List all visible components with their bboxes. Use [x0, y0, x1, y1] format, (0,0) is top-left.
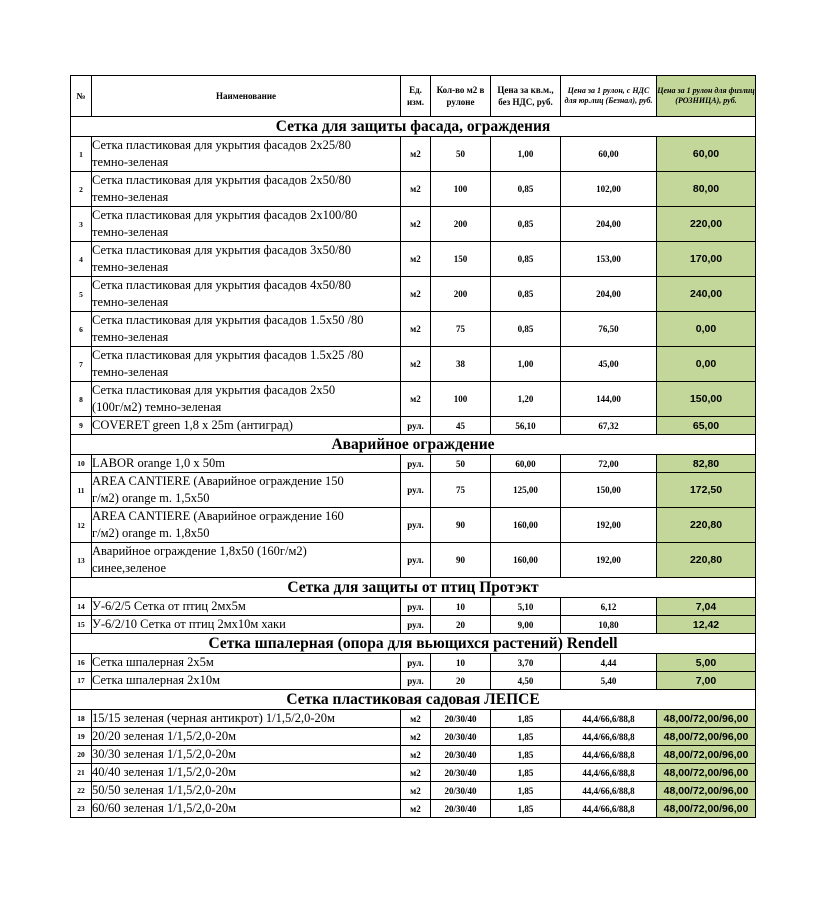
product-name: Сетка пластиковая для укрытия фасадов 2х50/80 темно-зеленая	[92, 172, 401, 207]
section-title: Сетка шпалерная (опора для вьющихся растений) Rendell	[71, 634, 756, 654]
price-sqm-cell: 60,00	[491, 455, 561, 473]
price-sqm-cell: 0,85	[491, 277, 561, 312]
qty-cell: 50	[431, 455, 491, 473]
price-retail-cell: 170,00	[657, 242, 756, 277]
price-retail-cell: 48,00/72,00/96,00	[657, 710, 756, 728]
table-row	[71, 242, 756, 277]
qty-cell: 75	[431, 312, 491, 347]
table-row	[71, 672, 756, 690]
unit-cell: рул.	[401, 473, 431, 508]
unit-cell: м2	[401, 207, 431, 242]
table-row	[71, 172, 756, 207]
price-retail-cell: 48,00/72,00/96,00	[657, 746, 756, 764]
product-name: 50/50 зеленая 1/1,5/2,0-20м	[92, 782, 401, 800]
price-retail-cell: 48,00/72,00/96,00	[657, 728, 756, 746]
unit-cell: м2	[401, 782, 431, 800]
qty-cell: 50	[431, 137, 491, 172]
qty-cell: 100	[431, 382, 491, 417]
price-legal-cell: 60,00	[561, 137, 657, 172]
row-number: 18	[71, 710, 92, 728]
price-legal-cell: 76,50	[561, 312, 657, 347]
product-name: 40/40 зеленая 1/1,5/2,0-20м	[92, 764, 401, 782]
unit-cell: рул.	[401, 672, 431, 690]
price-retail-cell: 220,00	[657, 207, 756, 242]
price-legal-cell: 45,00	[561, 347, 657, 382]
table-body	[71, 117, 756, 818]
qty-cell: 20	[431, 672, 491, 690]
price-legal-cell: 44,4/66,6/88,8	[561, 710, 657, 728]
price-retail-cell: 48,00/72,00/96,00	[657, 782, 756, 800]
product-name: COVERET green 1,8 x 25m (антиград)	[92, 417, 401, 435]
unit-cell: м2	[401, 172, 431, 207]
product-name: Сетка пластиковая для укрытия фасадов 1.5х50 /80 темно-зеленая	[92, 312, 401, 347]
section-title: Сетка пластиковая садовая ЛЕПСЕ	[71, 690, 756, 710]
price-legal-cell: 44,4/66,6/88,8	[561, 800, 657, 818]
unit-cell: рул.	[401, 455, 431, 473]
table-row	[71, 710, 756, 728]
header-price-sqm: Цена за кв.м., без НДС, руб.	[491, 76, 561, 117]
section-row	[71, 690, 756, 710]
unit-cell: рул.	[401, 598, 431, 616]
qty-cell: 200	[431, 277, 491, 312]
price-retail-cell: 48,00/72,00/96,00	[657, 800, 756, 818]
price-legal-cell: 153,00	[561, 242, 657, 277]
product-name: AREA CANTIERE (Аварийное ограждение 160 г/м2) orange m. 1,8x50	[92, 508, 401, 543]
price-retail-cell: 7,04	[657, 598, 756, 616]
table-row	[71, 473, 756, 508]
qty-cell: 20	[431, 616, 491, 634]
price-sqm-cell: 0,85	[491, 312, 561, 347]
price-sqm-cell: 3,70	[491, 654, 561, 672]
row-number: 21	[71, 764, 92, 782]
product-name: 60/60 зеленая 1/1,5/2,0-20м	[92, 800, 401, 818]
product-name: LABOR orange 1,0 x 50m	[92, 455, 401, 473]
unit-cell: м2	[401, 800, 431, 818]
price-retail-cell: 60,00	[657, 137, 756, 172]
price-sqm-cell: 1,85	[491, 746, 561, 764]
table-row	[71, 746, 756, 764]
price-legal-cell: 44,4/66,6/88,8	[561, 746, 657, 764]
qty-cell: 45	[431, 417, 491, 435]
product-name: Сетка пластиковая для укрытия фасадов 4х50/80 темно-зеленая	[92, 277, 401, 312]
row-number: 17	[71, 672, 92, 690]
price-legal-cell: 192,00	[561, 508, 657, 543]
section-title: Аварийное ограждение	[71, 435, 756, 455]
table-row	[71, 728, 756, 746]
unit-cell: рул.	[401, 616, 431, 634]
product-name: У-6/2/5 Сетка от птиц 2мх5м	[92, 598, 401, 616]
price-sqm-cell: 0,85	[491, 207, 561, 242]
qty-cell: 10	[431, 654, 491, 672]
qty-cell: 10	[431, 598, 491, 616]
product-name: Сетка пластиковая для укрытия фасадов 1.5х25 /80 темно-зеленая	[92, 347, 401, 382]
table-row	[71, 800, 756, 818]
row-number: 10	[71, 455, 92, 473]
price-legal-cell: 72,00	[561, 455, 657, 473]
price-sqm-cell: 160,00	[491, 543, 561, 578]
price-sqm-cell: 0,85	[491, 242, 561, 277]
price-sqm-cell: 0,85	[491, 172, 561, 207]
table-row	[71, 137, 756, 172]
row-number: 3	[71, 207, 92, 242]
table-row	[71, 382, 756, 417]
row-number: 6	[71, 312, 92, 347]
product-name: У-6/2/10 Сетка от птиц 2мх10м хаки	[92, 616, 401, 634]
table-header-row	[71, 76, 756, 117]
price-sqm-cell: 1,85	[491, 764, 561, 782]
table-row	[71, 277, 756, 312]
qty-cell: 100	[431, 172, 491, 207]
product-name: Сетка пластиковая для укрытия фасадов 2х50 (100г/м2) темно-зеленая	[92, 382, 401, 417]
row-number: 13	[71, 543, 92, 578]
qty-cell: 90	[431, 543, 491, 578]
unit-cell: м2	[401, 728, 431, 746]
table-row	[71, 347, 756, 382]
price-sqm-cell: 1,85	[491, 782, 561, 800]
table-row	[71, 598, 756, 616]
product-name: Сетка пластиковая для укрытия фасадов 3х50/80 темно-зеленая	[92, 242, 401, 277]
row-number: 16	[71, 654, 92, 672]
row-number: 19	[71, 728, 92, 746]
price-retail-cell: 5,00	[657, 654, 756, 672]
header-price-roll-legal: Цена за 1 рулон, с НДС для юр.лиц (Безнал), руб.	[561, 76, 657, 117]
row-number: 7	[71, 347, 92, 382]
price-legal-cell: 5,40	[561, 672, 657, 690]
table-row	[71, 417, 756, 435]
product-name: 15/15 зеленая (черная антикрот) 1/1,5/2,0-20м	[92, 710, 401, 728]
header-name: Наименование	[92, 76, 401, 117]
unit-cell: м2	[401, 382, 431, 417]
section-row	[71, 578, 756, 598]
section-row	[71, 435, 756, 455]
price-retail-cell: 220,80	[657, 543, 756, 578]
price-table	[70, 75, 756, 818]
row-number: 1	[71, 137, 92, 172]
header-num: №	[71, 76, 92, 117]
row-number: 5	[71, 277, 92, 312]
unit-cell: м2	[401, 312, 431, 347]
table-row	[71, 508, 756, 543]
table-row	[71, 616, 756, 634]
table-row	[71, 543, 756, 578]
product-name: Аварийное ограждение 1,8х50 (160г/м2) синее,зеленое	[92, 543, 401, 578]
price-legal-cell: 150,00	[561, 473, 657, 508]
row-number: 9	[71, 417, 92, 435]
unit-cell: м2	[401, 137, 431, 172]
price-legal-cell: 67,32	[561, 417, 657, 435]
qty-cell: 150	[431, 242, 491, 277]
price-legal-cell: 10,80	[561, 616, 657, 634]
row-number: 4	[71, 242, 92, 277]
qty-cell: 20/30/40	[431, 764, 491, 782]
qty-cell: 75	[431, 473, 491, 508]
price-sqm-cell: 56,10	[491, 417, 561, 435]
price-retail-cell: 48,00/72,00/96,00	[657, 764, 756, 782]
row-number: 11	[71, 473, 92, 508]
price-legal-cell: 44,4/66,6/88,8	[561, 782, 657, 800]
price-legal-cell: 102,00	[561, 172, 657, 207]
product-name: 20/20 зеленая 1/1,5/2,0-20м	[92, 728, 401, 746]
product-name: Сетка шпалерная 2х5м	[92, 654, 401, 672]
qty-cell: 90	[431, 508, 491, 543]
product-name: AREA CANTIERE (Аварийное ограждение 150 г/м2) orange m. 1,5x50	[92, 473, 401, 508]
qty-cell: 20/30/40	[431, 800, 491, 818]
table-row	[71, 207, 756, 242]
qty-cell: 38	[431, 347, 491, 382]
price-sqm-cell: 1,20	[491, 382, 561, 417]
price-retail-cell: 220,80	[657, 508, 756, 543]
header-unit: Ед. изм.	[401, 76, 431, 117]
price-sqm-cell: 1,85	[491, 728, 561, 746]
price-retail-cell: 65,00	[657, 417, 756, 435]
unit-cell: м2	[401, 277, 431, 312]
qty-cell: 20/30/40	[431, 782, 491, 800]
row-number: 22	[71, 782, 92, 800]
product-name: Сетка шпалерная 2х10м	[92, 672, 401, 690]
price-legal-cell: 204,00	[561, 277, 657, 312]
section-row	[71, 117, 756, 137]
price-sqm-cell: 5,10	[491, 598, 561, 616]
section-title: Сетка для защиты фасада, ограждения	[71, 117, 756, 137]
table-row	[71, 455, 756, 473]
product-name: 30/30 зеленая 1/1,5/2,0-20м	[92, 746, 401, 764]
table-row	[71, 764, 756, 782]
price-legal-cell: 204,00	[561, 207, 657, 242]
row-number: 15	[71, 616, 92, 634]
row-number: 12	[71, 508, 92, 543]
price-sqm-cell: 9,00	[491, 616, 561, 634]
section-row	[71, 634, 756, 654]
header-price-roll-retail: Цена за 1 рулон для физлиц (РОЗНИЦА), руб.	[657, 76, 756, 117]
qty-cell: 200	[431, 207, 491, 242]
product-name: Сетка пластиковая для укрытия фасадов 2х25/80 темно-зеленая	[92, 137, 401, 172]
table-row	[71, 782, 756, 800]
price-sqm-cell: 4,50	[491, 672, 561, 690]
table-row	[71, 312, 756, 347]
price-sqm-cell: 1,85	[491, 800, 561, 818]
qty-cell: 20/30/40	[431, 710, 491, 728]
price-retail-cell: 150,00	[657, 382, 756, 417]
unit-cell: м2	[401, 347, 431, 382]
table-row	[71, 654, 756, 672]
price-retail-cell: 0,00	[657, 347, 756, 382]
unit-cell: рул.	[401, 508, 431, 543]
row-number: 8	[71, 382, 92, 417]
header-qty: Кол-во м2 в рулоне	[431, 76, 491, 117]
price-sqm-cell: 1,85	[491, 710, 561, 728]
row-number: 2	[71, 172, 92, 207]
price-retail-cell: 82,80	[657, 455, 756, 473]
row-number: 14	[71, 598, 92, 616]
price-legal-cell: 4,44	[561, 654, 657, 672]
unit-cell: м2	[401, 242, 431, 277]
price-retail-cell: 80,00	[657, 172, 756, 207]
section-title: Сетка для защиты от птиц Протэкт	[71, 578, 756, 598]
unit-cell: м2	[401, 746, 431, 764]
unit-cell: м2	[401, 764, 431, 782]
price-retail-cell: 0,00	[657, 312, 756, 347]
price-legal-cell: 144,00	[561, 382, 657, 417]
price-legal-cell: 192,00	[561, 543, 657, 578]
price-sqm-cell: 1,00	[491, 137, 561, 172]
unit-cell: рул.	[401, 417, 431, 435]
price-sqm-cell: 1,00	[491, 347, 561, 382]
row-number: 23	[71, 800, 92, 818]
row-number: 20	[71, 746, 92, 764]
price-legal-cell: 44,4/66,6/88,8	[561, 764, 657, 782]
product-name: Сетка пластиковая для укрытия фасадов 2х100/80 темно-зеленая	[92, 207, 401, 242]
price-sqm-cell: 160,00	[491, 508, 561, 543]
unit-cell: рул.	[401, 543, 431, 578]
price-retail-cell: 12,42	[657, 616, 756, 634]
qty-cell: 20/30/40	[431, 746, 491, 764]
price-retail-cell: 7,00	[657, 672, 756, 690]
price-sqm-cell: 125,00	[491, 473, 561, 508]
price-legal-cell: 44,4/66,6/88,8	[561, 728, 657, 746]
price-retail-cell: 172,50	[657, 473, 756, 508]
qty-cell: 20/30/40	[431, 728, 491, 746]
unit-cell: рул.	[401, 654, 431, 672]
price-retail-cell: 240,00	[657, 277, 756, 312]
unit-cell: м2	[401, 710, 431, 728]
price-legal-cell: 6,12	[561, 598, 657, 616]
